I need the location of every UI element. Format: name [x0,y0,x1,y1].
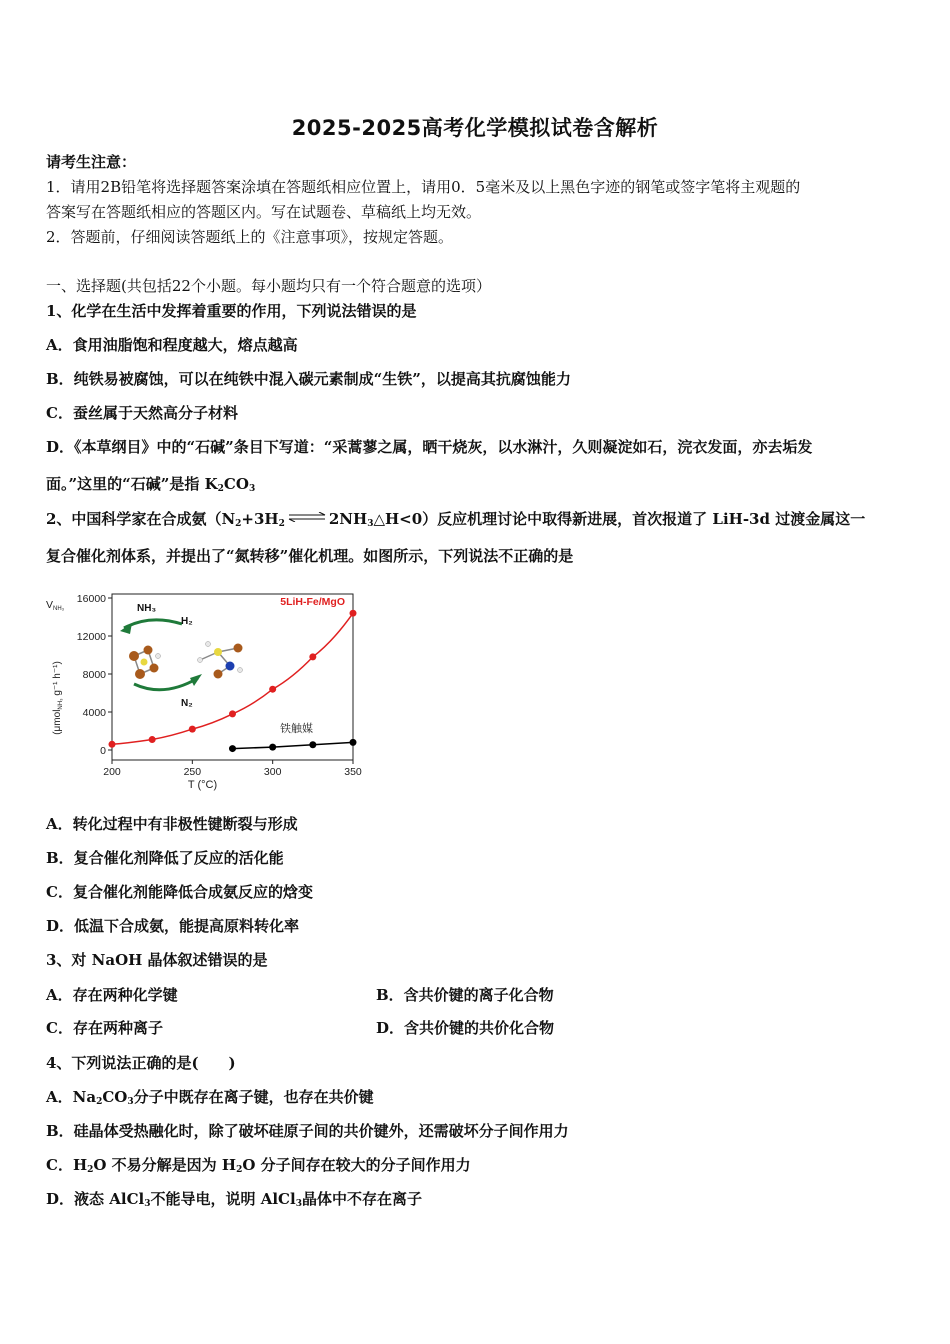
question-4-option-c: C．$H_2O$ 不易分解是因为 $H_2O$ 分子间存在较大的分子间作用力 [46,1156,471,1175]
catalyst-cluster-left-icon [129,646,161,680]
question-3-option-d: D．含共价键的共价化合物 [376,1019,555,1037]
notice-item-1-line-1: 1．请用2B铅笔将选择题答案涂填在答题纸相应位置上，请用0．5毫米及以上黑色字迹的钢笔或签字笔将主观题的 [46,178,801,196]
y-axis-unit-sub: NH₃ [58,698,64,710]
series-line-iron-catalyst [233,742,354,748]
x-tick-label: 300 [263,766,282,778]
y-axis-label-main: V [46,599,54,611]
catalysis-mechanism-inset [120,603,243,709]
notice-item-1-line-2: 答案写在答题纸相应的答题区内。写在试题卷、草稿纸上均无效。 [46,203,482,221]
x-tick-label: 250 [183,766,202,778]
legend-label-5lih-fe-mgo: 5LiH-Fe/MgO [280,596,345,608]
data-point-iron-catalyst [350,739,357,746]
y-tick-label: 16000 [76,593,106,605]
question-1-option-d-line-1: D．《本草纲目》中的“石碱”条目下写道：“采蒿蓼之属，晒干烧灰，以水淋汁，久则凝淀如石，浣衣发面，亦去垢发 [46,438,813,456]
legend-label-iron-catalyst: 铁触媒 [280,723,313,735]
y-tick-label: 4000 [82,707,106,719]
question-4-stem: 4、下列说法正确的是( ) [46,1054,236,1072]
data-point-5lih-fe-mgo [229,710,236,717]
y-axis-unit [52,661,64,735]
question-3-option-a: A．存在两种化学键 [46,986,178,1004]
question-4-option-d: D．液态 AlCl$_3$不能导电，说明 AlCl$_3$晶体中不存在离子 [46,1190,422,1209]
data-point-iron-catalyst [269,744,276,751]
data-point-5lih-fe-mgo [269,686,276,693]
data-point-5lih-fe-mgo [309,653,316,660]
question-1-stem: 1、化学在生活中发挥着重要的作用，下列说法错误的是 [46,302,417,320]
question-4-option-b: B．硅晶体受热融化时，除了破坏硅原子间的共价键外，还需破坏分子间作用力 [46,1122,569,1140]
question-2-option-d: D．低温下合成氨，能提高原料转化率 [46,917,300,935]
question-2-stem-line-1: 2、中国科学家在合成氨（$N_2+3H_2$ $2NH_3\triangle H<0$）反应机理讨论中取得新进展，首次报道了 LiH-3d 过渡金属这一 [46,510,866,529]
ammonia-rate-chart [42,586,362,792]
question-2-stem-line-2: 复合催化剂体系，并提出了“氮转移”催化机理。如图所示，下列说法不正确的是 [46,547,574,565]
section-heading: 一、选择题(共包括22个小题。每小题均只有一个符合题意的选项） [46,277,491,295]
y-tick-label: 0 [100,745,106,757]
question-3-option-b: B．含共价键的离子化合物 [376,986,554,1004]
x-tick-label: 350 [344,766,362,778]
inset-label-h2: H₂ [181,616,193,627]
data-point-5lih-fe-mgo [350,610,357,617]
question-1-option-d-line-2: 面。”这里的“石碱”是指 $K_2CO_3$ [46,475,256,494]
question-1-option-c: C．蚕丝属于天然高分子材料 [46,404,238,422]
y-axis-unit-post: g⁻¹ h⁻¹) [52,661,63,699]
y-axis-unit-pre: (μmol [52,709,63,735]
y-tick-label: 12000 [76,631,106,643]
data-point-5lih-fe-mgo [109,741,116,748]
inset-label-n2: N₂ [181,698,193,709]
series-line-5lih-fe-mgo [112,613,353,744]
data-point-5lih-fe-mgo [189,726,196,733]
equilibrium-arrow-icon [287,512,327,522]
data-point-5lih-fe-mgo [149,736,156,743]
notice-item-2: 2．答题前，仔细阅读答题纸上的《注意事项》，按规定答题。 [46,228,454,246]
page-title: 2025-2025高考化学模拟试卷含解析 [291,116,659,140]
question-2-option-c: C．复合催化剂能降低合成氨反应的焓变 [46,883,313,901]
catalyst-cluster-right-icon [198,642,243,679]
question-3-stem: 3、对 NaOH 晶体叙述错误的是 [46,951,268,969]
question-2-option-a: A．转化过程中有非极性键断裂与形成 [46,815,298,833]
y-tick-label: 8000 [82,669,106,681]
question-2-option-b: B．复合催化剂降低了反应的活化能 [46,849,284,867]
data-point-iron-catalyst [229,745,236,752]
notice-heading: 请考生注意： [46,153,137,171]
question-4-option-a: A．$Na_2CO_3$分子中既存在离子键，也存在共价键 [46,1088,374,1107]
y-axis-label [46,599,65,612]
x-axis-label: T (°C) [187,779,218,791]
question-1-option-b: B．纯铁易被腐蚀，可以在纯铁中混入碳元素制成“生铁”，以提高其抗腐蚀能力 [46,370,571,388]
data-point-iron-catalyst [309,741,316,748]
question-3-option-c: C．存在两种离子 [46,1019,163,1037]
y-axis-label-sub: NH₃ [53,606,65,612]
inset-label-nh3: NH₃ [137,603,157,614]
question-1-option-a: A．食用油脂饱和程度越大，熔点越高 [46,336,298,354]
x-tick-label: 200 [103,766,121,778]
